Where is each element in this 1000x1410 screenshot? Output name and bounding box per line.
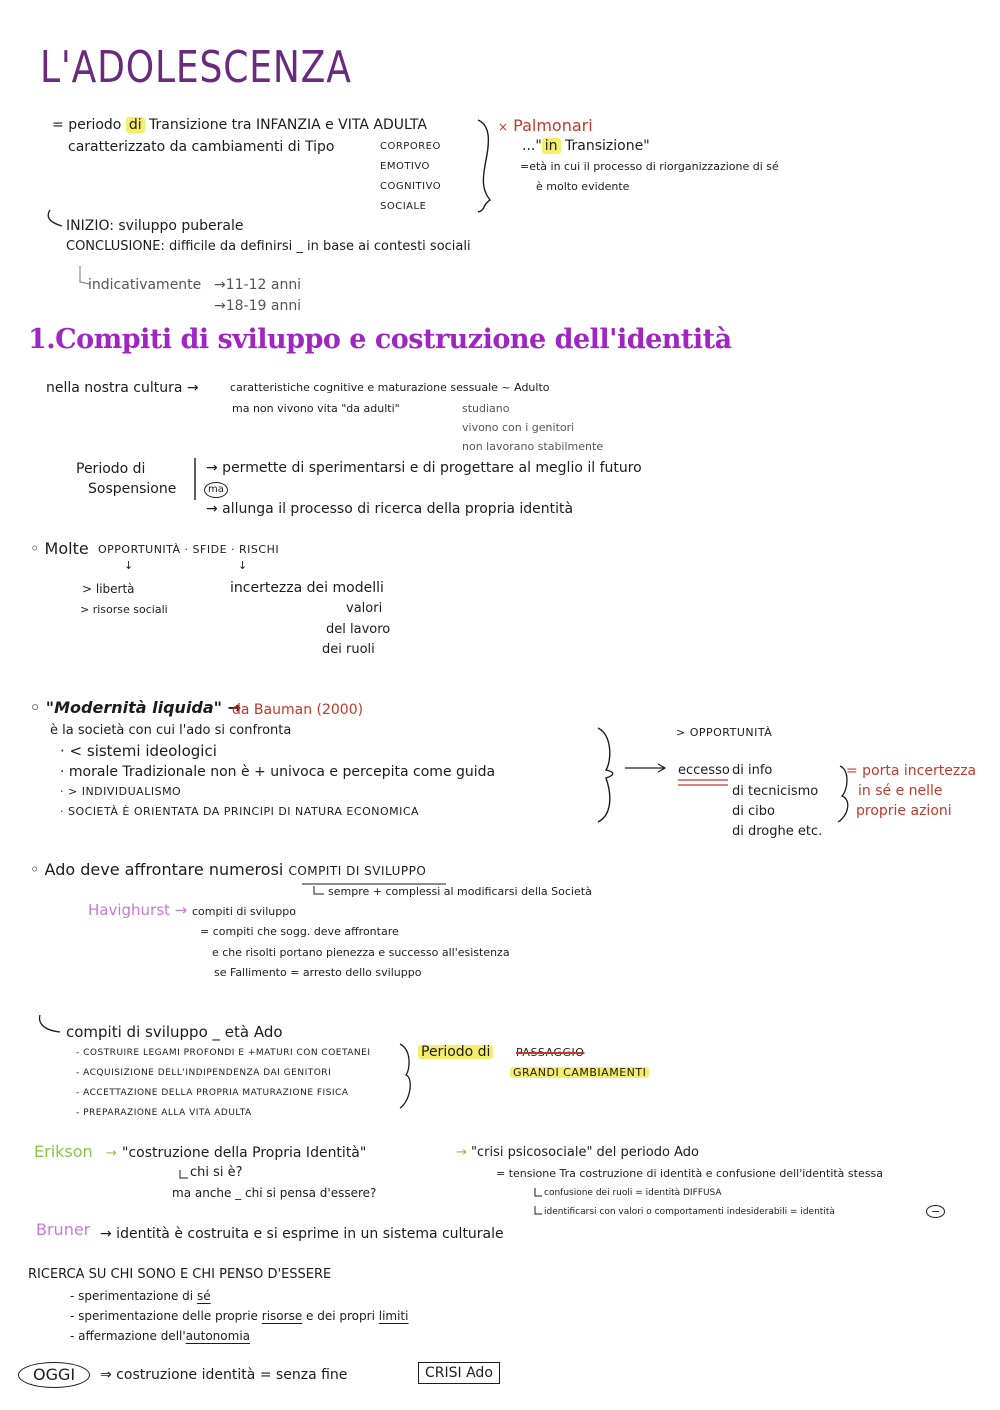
ma-circle: ma [204,482,228,498]
molte-label: ◦ Molte [30,539,89,558]
porta-incertezza-2: in sé e nelle [858,783,943,799]
risorse-item: > risorse sociali [80,603,168,616]
highlight-in: in [542,138,561,154]
definition-line [52,118,427,132]
age-end: →18-19 anni [214,298,302,314]
sospensione-label: Sospensione [88,481,177,497]
page-title: L'ADOLESCENZA [40,42,352,93]
indicativamente-label: indicativamente [88,277,202,293]
type-sociale: SOCIALE [380,201,427,212]
oggi-oval: OGGI [18,1362,90,1388]
compiti-sviluppo-underlined: COMPITI DI SVILUPPO [288,864,427,878]
porta-incertezza-1: = porta incertezza [846,763,977,779]
palmonari-name: Palmonari [513,116,593,135]
bullet-societa: · SOCIETÀ È ORIENTATA DA PRINCIPI DI NATURA ECONOMICA [60,805,420,818]
crisi-text: "crisi psicosociale" del periodo Ado [471,1145,699,1160]
bullet-sistemi: · < sistemi ideologici [60,742,217,760]
type-cognitivo: COGNITIVO [380,181,442,192]
oggi-text: ⇒ costruzione identità = senza fine [100,1367,348,1383]
bullet-individualismo: · > INDIVIDUALISMO [60,785,182,798]
nostra-cultura: nella nostra cultura → [46,380,199,396]
bruner-text: → identità è costruita e si esprime in un sistema culturale [100,1226,504,1242]
ado-deve-text: ◦ Ado deve affrontare numerosi [30,860,284,879]
ma-anche: ma anche _ chi si pensa d'essere? [172,1186,377,1200]
studiano-item: studiano [462,402,510,415]
periodo-di-highlight: Periodo di [418,1045,493,1059]
eccesso-info: di info [732,763,773,778]
type-corporeo: CORPOREO [380,141,441,152]
costruzione-identita: "costruzione della Propria Identità" [122,1145,367,1161]
ricerca-3-text: - affermazione dell' [70,1329,186,1343]
conclusione-line: CONCLUSIONE: difficile da definirsi _ in base ai contesti sociali [66,239,471,254]
havighurst-name: Havighurst → [88,901,188,919]
compito-preparazione: - PREPARAZIONE ALLA VITA ADULTA [76,1108,252,1118]
identificarsi-line: identificarsi con valori o comportamenti indesiderabili = identità [544,1207,835,1217]
opportunita-sfide-rischi: OPPORTUNITÀ · SFIDE · RISCHI [98,543,280,556]
highlight-di: di [126,117,145,133]
bauman-citation: da Bauman (2000) [232,702,364,718]
compito-maturazione: - ACCETTAZIONE DELLA PROPRIA MATURAZIONE FISICA [76,1088,349,1098]
quote-prefix: ..." [522,138,542,154]
bullet-morale: · morale Tradizionale non è + univoca e percepita come guida [60,764,496,780]
eccesso-word: eccesso [678,763,730,778]
vivono-item: vivono con i genitori [462,421,575,434]
compito-indipendenza: - ACQUISIZIONE DELL'INDIPENDENZA DAI GENITORI [76,1068,332,1078]
incertezza-modelli: incertezza dei modelli [230,580,384,596]
havighurst-def-1: = compiti che sogg. deve affrontare [200,925,399,938]
compiti-eta-title: compiti di sviluppo _ età Ado [66,1023,283,1041]
incertezza-ruoli: dei ruoli [322,642,375,657]
havighurst-compiti: compiti di sviluppo [192,905,296,918]
ricerca-2-text: - sperimentazione delle proprie [70,1309,258,1323]
periodo-label: Periodo di [76,461,146,477]
age-start: →11-12 anni [214,277,302,293]
transizione-quote [522,139,650,153]
ricerca-3-autonomia: autonomia [185,1329,251,1343]
bruner-name: Bruner [36,1220,91,1239]
societa-line: è la società con cui l'ado si confronta [50,723,292,738]
ricerca-2-mid: e dei propri [306,1309,375,1323]
tensione-line: = tensione Tra costruzione di identità e confusione dell'identità stessa [496,1167,883,1180]
ma-non-vivono: ma non vivono vita "da adulti" [232,402,400,415]
eccesso-cibo: di cibo [732,804,775,819]
quote-rest: Transizione" [565,138,650,154]
inizio-line: INIZIO: sviluppo puberale [66,218,244,234]
erikson-name: Erikson [34,1142,93,1161]
caratteristiche-line: caratteristiche cognitive e maturazione sessuale ~ Adulto [230,381,550,394]
eccesso-tecnicismo: di tecnicismo [732,784,819,799]
ricerca-1-text: - sperimentazione di [70,1289,194,1303]
confusione-ruoli: confusione dei ruoli = identità DIFFUSA [544,1188,722,1198]
ricerca-title: RICERCA SU CHI SONO E CHI PENSO D'ESSERE [28,1267,332,1282]
crisi-psicosociale [456,1146,699,1159]
permette-line: → permette di sperimentarsi e di progettare al meglio il futuro [206,460,642,476]
ricerca-item-2 [70,1310,408,1322]
down-arrow-left: ↓ [124,559,134,572]
eta-line-2: è molto evidente [536,180,630,193]
erikson-arrow: → [106,1146,117,1161]
opportunita-label: > OPPORTUNITÀ [676,726,773,739]
allunga-line: → allunga il processo di ricerca della propria identità [206,501,574,517]
palmonari-label [498,118,593,134]
definition-rest: Transizione tra INFANZIA e VITA ADULTA [149,117,427,133]
section-1-title: 1.Compiti di sviluppo e costruzione dell'identità [28,324,732,355]
ricerca-1-se: sé [196,1289,211,1303]
ricerca-2-risorse: risorse [261,1309,303,1323]
incertezza-valori: valori [346,601,383,616]
porta-incertezza-3: proprie azioni [856,803,952,819]
ado-deve-line [30,862,426,878]
compito-legami: - COSTRUIRE LEGAMI PROFONDI E +MATURI CON COETANEI [76,1048,371,1058]
equals-sign: = [52,117,64,133]
eta-line-1: =età in cui il processo di riorganizzazione di sé [520,160,779,173]
chi-si-e: chi si è? [190,1165,243,1180]
down-arrow-right: ↓ [238,559,248,572]
modernita-title: ◦ "Modernità liquida" → [30,698,241,717]
liberta-item: > libertà [82,582,135,596]
lavorano-item: non lavorano stabilmente [462,440,604,453]
havighurst-def-2: e che risolti portano pienezza e successo all'esistenza [212,946,510,959]
type-emotivo: EMOTIVO [380,161,430,172]
ricerca-2-limiti: limiti [378,1309,409,1323]
grandi-cambiamenti-highlight: GRANDI CAMBIAMENTI [510,1067,649,1078]
negative-circle: − [926,1205,945,1218]
ricerca-item-1 [70,1290,211,1302]
passaggio-struck: PASSAGGIO [516,1046,585,1059]
crisi-ado-box: CRISI Ado [418,1362,500,1384]
cambiamenti-line: caratterizzato da cambiamenti di Tipo [68,139,335,155]
havighurst-def-3: se Fallimento = arresto dello sviluppo [214,966,422,979]
ricerca-item-3 [70,1330,250,1342]
definition-word-periodo: periodo [68,117,122,133]
eccesso-droghe: di droghe etc. [732,824,823,839]
cross-mark: × [498,120,509,134]
crisi-arrow: → [456,1145,467,1160]
incertezza-lavoro: del lavoro [326,622,391,637]
sempre-piu-complessi: sempre + complessi al modificarsi della Società [328,885,592,898]
